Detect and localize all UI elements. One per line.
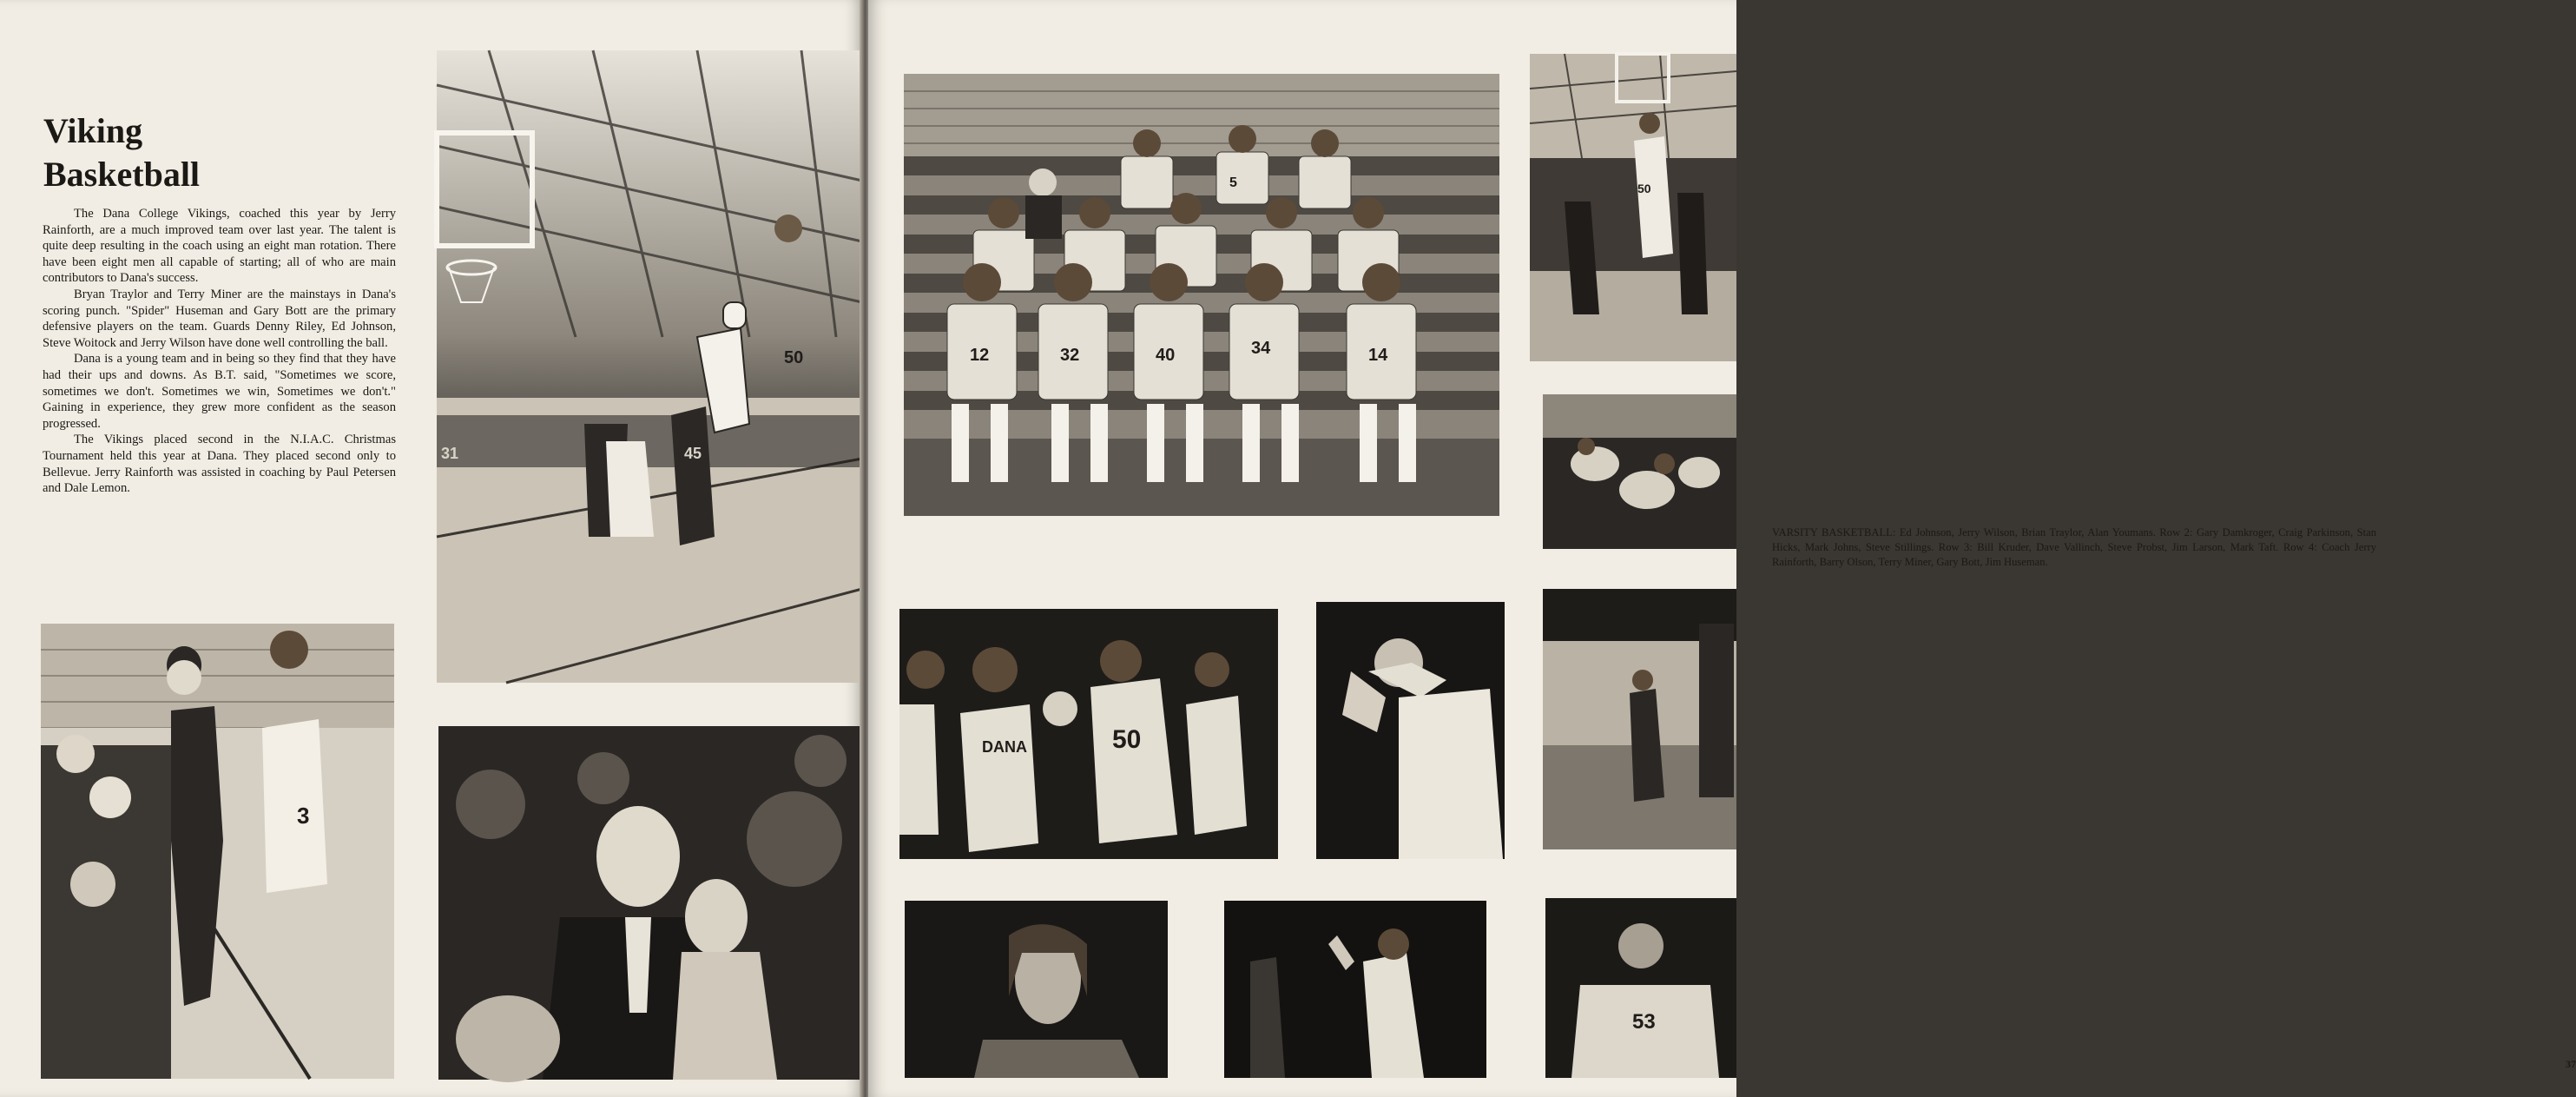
player-portrait-photo [905,901,1168,1078]
jersey-number: 50 [784,348,804,367]
rebound-photo [1530,54,1736,361]
court-cheer-photo [1543,589,1736,849]
jersey-number: 34 [1251,339,1271,358]
paragraph: The Vikings placed second in the N.I.A.C. Christmas Tournament held this year at Dana. They placed second only to Bellevue. Jerry Rainforth was assisted in coaching by Paul Petersen and Dale Lemon. [43,433,396,496]
paragraph: Bryan Traylor and Terry Miner are the mainstays in Dana's scoring punch. "Spider" Huseman and Gary Bott are the primary defensive players on the team. Guards Denny Riley, Ed Johnson, Steve Woitock and Jerry Wilson have done well controlling the ball. [43,287,396,350]
shirt-lettering: DANA [982,738,1027,756]
tired-player-photo [1316,602,1505,859]
scramble-photo [1543,394,1736,549]
jersey-number: 45 [684,445,702,462]
shooting-player-photo [1224,901,1486,1078]
jersey-number: 53 [1632,1010,1656,1034]
page-number: 37 [2566,1058,2576,1070]
team-huddle-photo [899,609,1278,859]
right-page [868,0,2576,1097]
article-body [43,206,396,497]
jersey-number: 5 [1229,175,1237,190]
jersey-number: 14 [1368,346,1388,365]
left-page [0,0,863,1097]
jersey-number: 50 [1112,725,1142,754]
paragraph: Dana is a young team and in being so they find that they have had their ups and downs. As B.T. said, "Sometimes we score, sometimes we don't. Sometimes we win, Sometimes we don't." Gaining in experience, they grew more confident as the season progressed. [43,352,396,431]
team-photo-caption: VARSITY BASKETBALL: Ed Johnson, Jerry Wilson, Brian Traylor, Alan Youmans. Row 2: Gary Damkroger, Craig Parkinson, Stan Hicks, Mark Johns, Steve Stillings. Row 3: Bill Kruder, Dave Vallinch, Steve Probst, Jim Larson, Mark Taft. Row 4: Coach Jerry Rainforth, Barry Olson, Terry Miner, Gary Bott, Jim Huseman. [1772,526,2376,568]
player-closeup-photo [1545,898,1736,1078]
jersey-number: 3 [297,803,310,829]
title-line-1: Viking [43,111,143,150]
jersey-number: 12 [970,346,990,365]
paragraph: The Dana College Vikings, coached this year by Jerry Rainforth, are a much improved team over last year. The talent is quite deep resulting in the coach using an eight man rotation. There have been eight men all capable of starting; all of who are main contributors to Dana's success. [43,207,396,286]
team-photo [904,74,1499,516]
coach-sideline-photo [41,624,394,1079]
jersey-number: 32 [1060,346,1080,365]
jersey-number: 31 [441,445,459,462]
page-title [43,109,200,196]
jersey-number: 50 [1637,182,1651,195]
title-line-2: Basketball [43,155,201,194]
spectators-photo [438,726,860,1080]
jersey-number: 40 [1156,346,1176,365]
game-action-photo [437,50,862,683]
